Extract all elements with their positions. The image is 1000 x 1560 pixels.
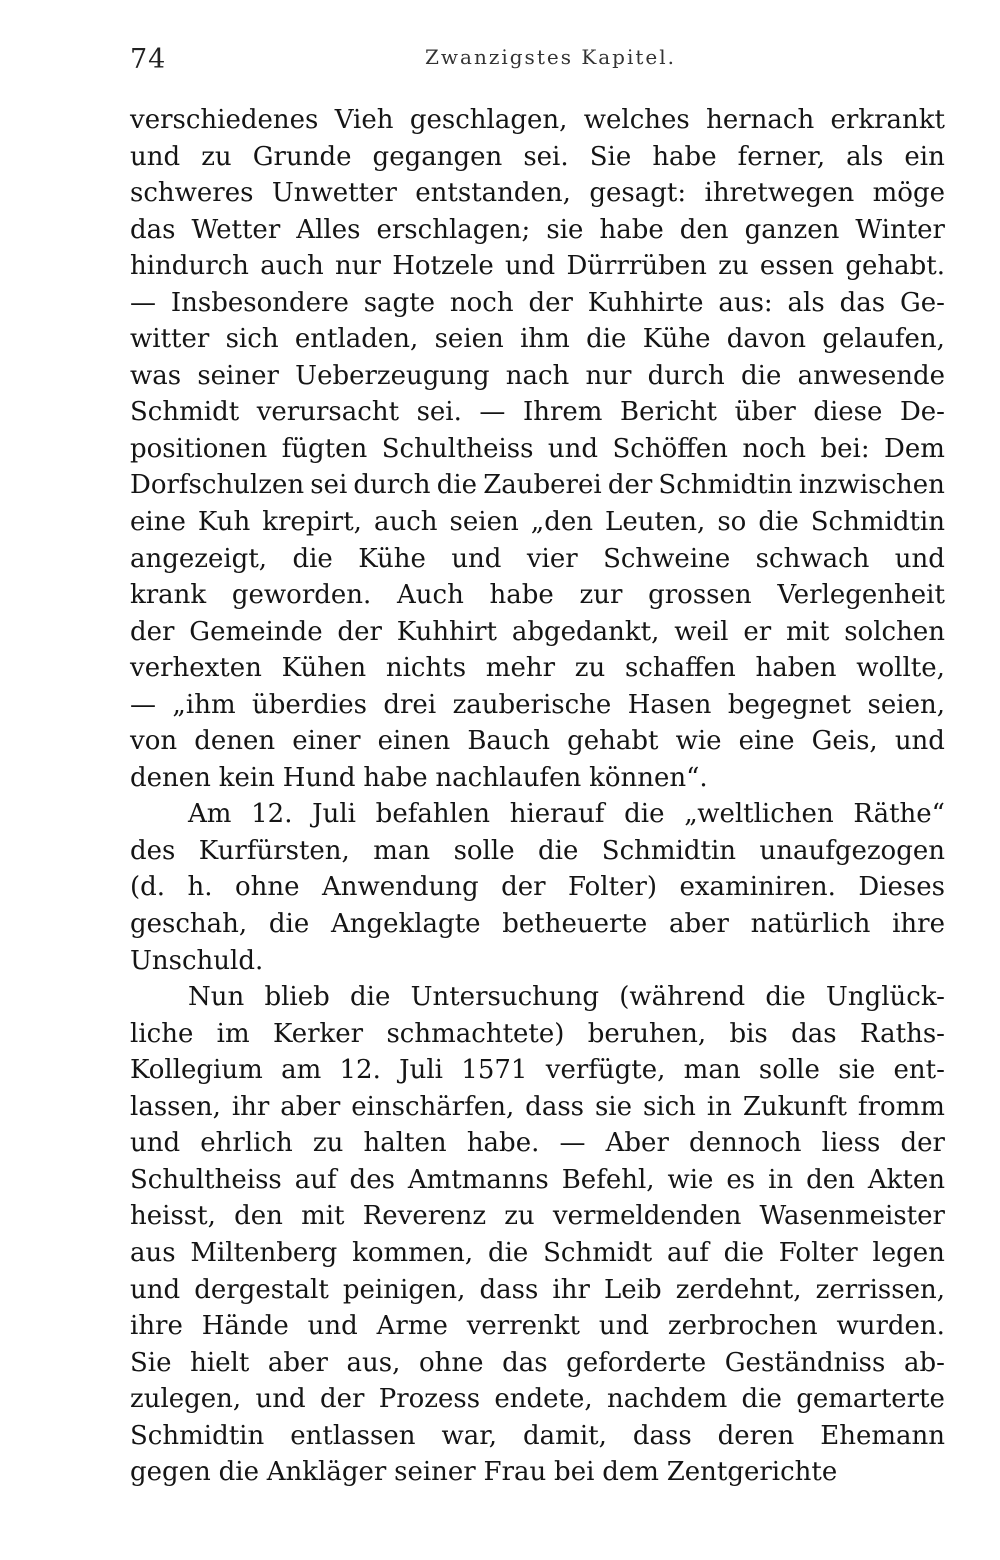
text-line: — „ihm überdies drei zauberische Hasen begegnet seien, — [130, 689, 945, 720]
text-line: das Wetter Alles erschlagen; sie habe den ganzen Winter — [130, 214, 945, 245]
text-line: des Kurfürsten, man solle die Schmidtin unaufgezogen — [130, 835, 945, 866]
text-line: denen kein Hund habe nachlaufen können“. — [130, 762, 708, 793]
text-line: aus Miltenberg kommen, die Schmidt auf die Folter legen — [130, 1237, 945, 1268]
text-line: Am 12. Juli befahlen hierauf die „weltlichen Räthe“ — [188, 799, 945, 830]
text-line: heisst, den mit Reverenz zu vermeldenden Wasenmeister — [130, 1201, 945, 1232]
text-line: von denen einer einen Bauch gehabt wie eine Geis, und — [130, 726, 945, 757]
text-line: Schultheiss auf des Amtmanns Befehl, wie es in den Akten — [130, 1164, 945, 1195]
text-line: Unschuld. — [130, 945, 264, 976]
text-line: der Gemeinde der Kuhhirt abgedankt, weil er mit solchen — [130, 616, 945, 647]
text-line: witter sich entladen, seien ihm die Kühe davon gelaufen, — [130, 324, 945, 355]
text-line: angezeigt, die Kühe und vier Schweine schwach und — [130, 543, 945, 574]
text-line: ihre Hände und Arme verrenkt und zerbrochen wurden. — [130, 1311, 945, 1342]
text-line: was seiner Ueberzeugung nach nur durch die anwesende — [130, 360, 945, 391]
text-line: geschah, die Angeklagte betheuerte aber natürlich ihre — [130, 909, 945, 940]
text-line: — Insbesondere sagte noch der Kuhhirte aus: als das Ge- — [130, 287, 945, 318]
text-line: und zu Grunde gegangen sei. Sie habe ferner, als ein — [130, 141, 945, 172]
text-line: schweres Unwetter entstanden, gesagt: ihretwegen möge — [130, 178, 945, 209]
text-line: verhexten Kühen nichts mehr zu schaffen haben wollte, — [130, 653, 945, 684]
text-line: Schmidt verursacht sei. — Ihrem Bericht über diese De- — [130, 397, 945, 428]
text-line: zulegen, und der Prozess endete, nachdem die gemarterte — [130, 1384, 945, 1415]
text-line: Sie hielt aber aus, ohne das geforderte Geständniss ab- — [130, 1347, 945, 1378]
text-line: gegen die Ankläger seiner Frau bei dem Zentgerichte — [130, 1457, 838, 1488]
page-number: 74 — [130, 44, 167, 75]
text-line: und dergestalt peinigen, dass ihr Leib zerdehnt, zerrissen, — [130, 1274, 945, 1305]
text-line: Schmidtin entlassen war, damit, dass deren Ehemann — [130, 1420, 945, 1451]
text-line: krank geworden. Auch habe zur grossen Verlegenheit — [130, 580, 945, 611]
text-line: eine Kuh krepirt, auch seien „den Leuten, so die Schmidtin — [130, 507, 945, 538]
text-line: und ehrlich zu halten habe. — Aber dennoch liess der — [130, 1128, 945, 1159]
body-text — [130, 102, 945, 1491]
text-line: hindurch auch nur Hotzele und Dürrrüben zu essen gehabt. — [130, 251, 945, 282]
text-line: verschiedenes Vieh geschlagen, welches hernach erkrankt — [130, 105, 945, 135]
text-line: liche im Kerker schmachtete) beruhen, bis das Raths- — [130, 1018, 945, 1049]
text-line: lassen, ihr aber einschärfen, dass sie sich in Zukunft fromm — [130, 1091, 945, 1122]
running-title: Zwanzigstes Kapitel. — [425, 45, 677, 69]
text-line: Nun blieb die Untersuchung (während die Unglück- — [188, 982, 945, 1013]
text-line: Kollegium am 12. Juli 1571 verfügte, man solle sie ent- — [130, 1055, 945, 1086]
text-line: (d. h. ohne Anwendung der Folter) examiniren. Dieses — [130, 872, 945, 903]
text-line: positionen fügten Schultheiss und Schöffen noch bei: Dem — [130, 433, 945, 464]
text-line: Dorfschulzen sei durch die Zauberei der Schmidtin inzwischen — [130, 470, 945, 501]
